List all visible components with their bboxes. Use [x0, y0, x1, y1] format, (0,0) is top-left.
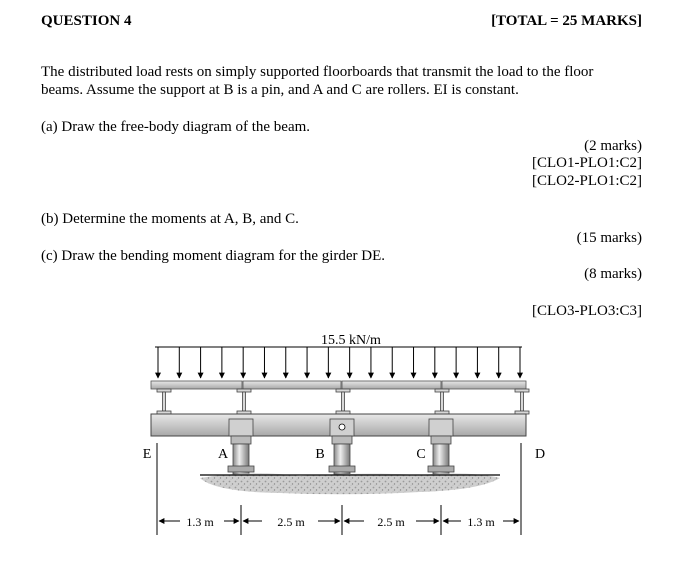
ground: [200, 473, 500, 494]
label-d: D: [534, 447, 546, 462]
label-a: A: [217, 447, 229, 462]
dim-1: 1.3 m: [186, 515, 214, 529]
label-c: C: [416, 447, 426, 462]
floor-joists: [157, 389, 529, 414]
clo3-tag: [CLO3-PLO3:C3]: [532, 303, 642, 319]
dim-3: 2.5 m: [377, 515, 405, 529]
part-a-clo2: [CLO2-PLO1:C2]: [532, 173, 642, 189]
dim-4: 1.3 m: [467, 515, 495, 529]
intro-line-1: The distributed load rests on simply supported floorboards that transmit the load to the floor: [41, 64, 594, 80]
part-a-text: (a) Draw the free-body diagram of the beam.: [41, 119, 311, 135]
floorboards: [151, 381, 526, 389]
part-c-text: (c) Draw the bending moment diagram for the girder DE.: [41, 248, 386, 264]
dim-2: 2.5 m: [277, 515, 305, 529]
load-label: 15.5 kN/m: [321, 333, 381, 348]
support-b: [329, 419, 355, 474]
support-c: [428, 419, 454, 474]
part-b-marks: (15 marks): [576, 230, 642, 246]
part-c-marks: (8 marks): [584, 266, 642, 282]
load-arrows: [158, 347, 520, 378]
total-marks: [TOTAL = 25 MARKS]: [491, 13, 642, 29]
label-e: E: [142, 447, 152, 462]
support-a: [228, 419, 254, 474]
part-b-text: (b) Determine the moments at A, B, and C.: [41, 211, 299, 227]
part-a-marks: (2 marks): [584, 138, 642, 154]
intro-line-2: beams. Assume the support at B is a pin, and A and C are rollers. EI is constant.: [41, 82, 519, 98]
label-b: B: [315, 447, 325, 462]
question-title: QUESTION 4: [41, 13, 132, 29]
part-a-clo1: [CLO1-PLO1:C2]: [532, 155, 642, 171]
